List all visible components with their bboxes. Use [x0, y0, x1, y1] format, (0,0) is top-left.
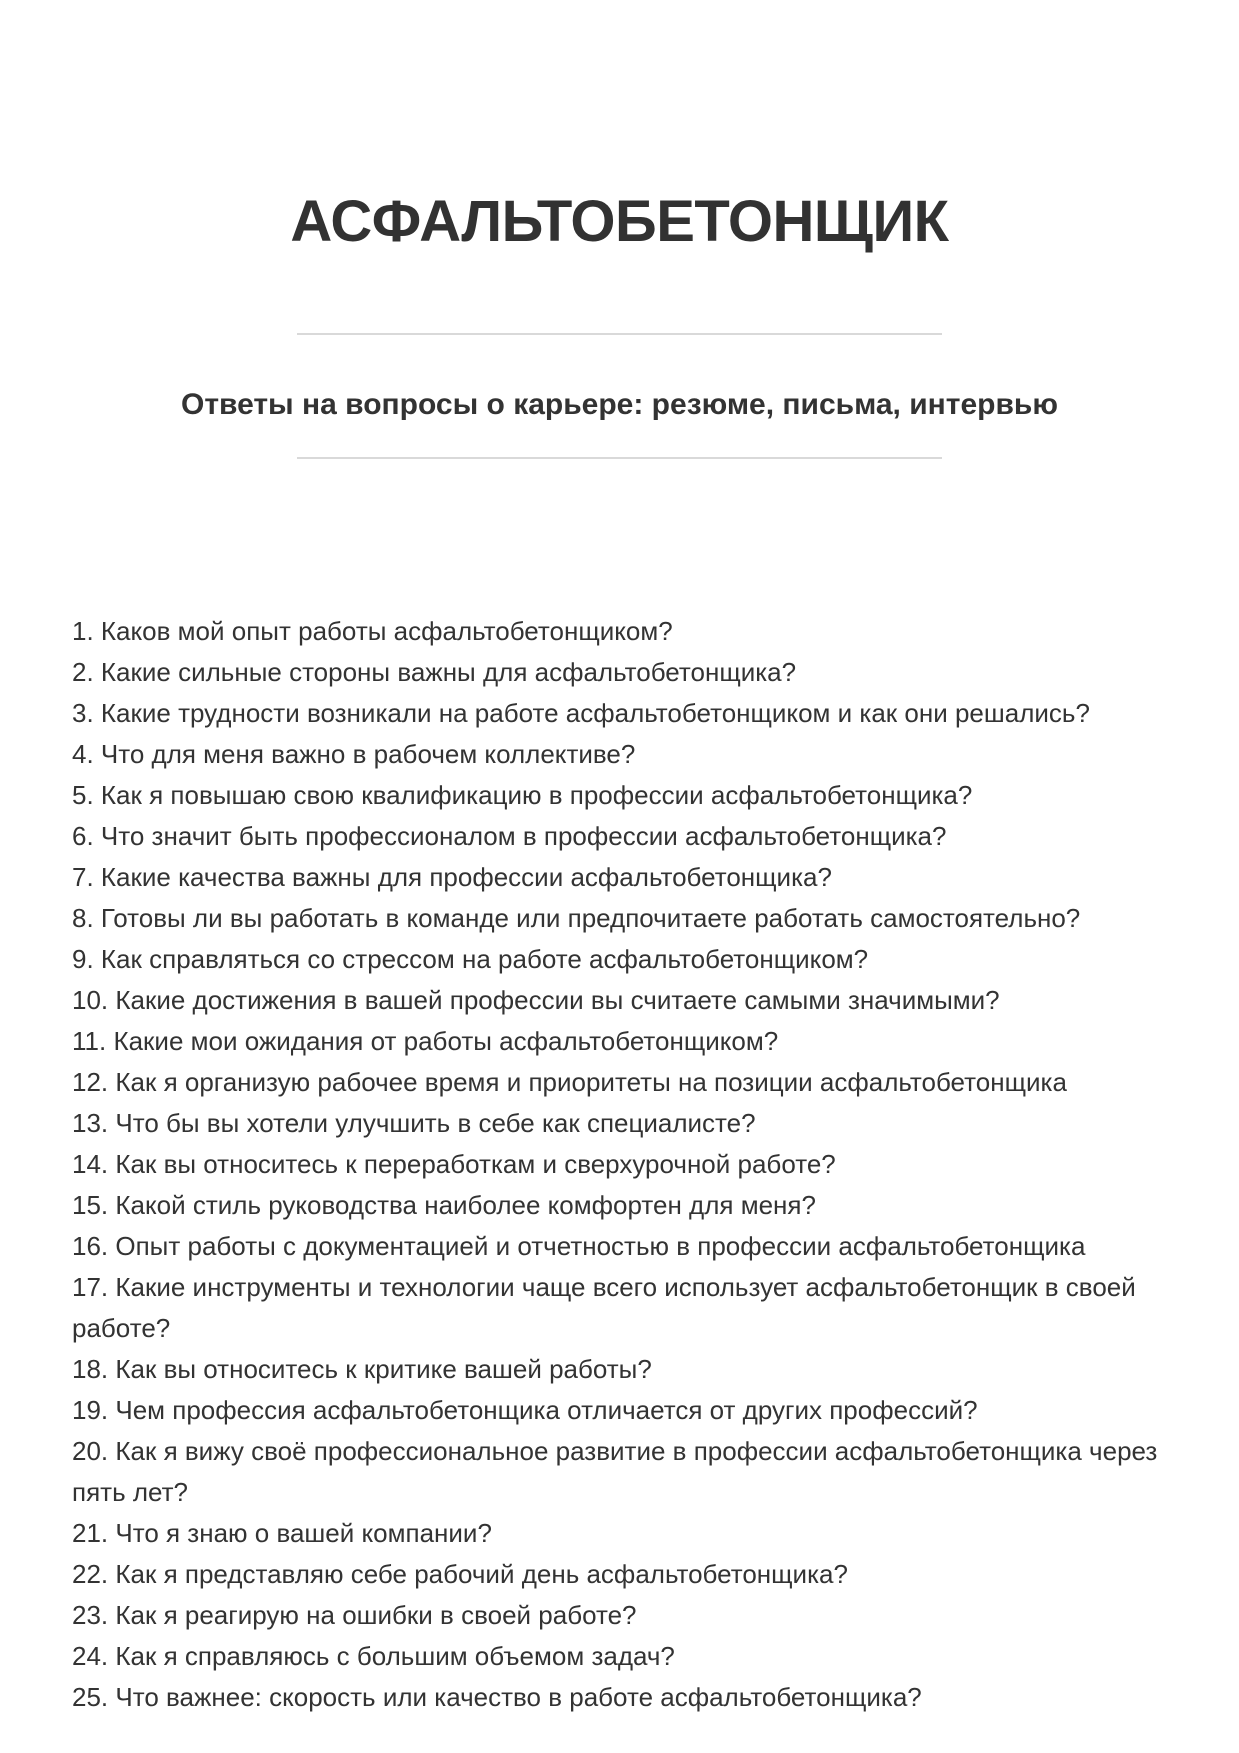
question-item: 8. Готовы ли вы работать в команде или предпочитаете работать самостоятельно?	[72, 903, 1081, 933]
question-list	[72, 611, 1168, 1718]
question-item: 7. Какие качества важны для профессии асфальтобетонщика?	[72, 862, 832, 892]
question-item: 19. Чем профессия асфальтобетонщика отличается от других профессий?	[72, 1395, 978, 1425]
question-item: 6. Что значит быть профессионалом в профессии асфальтобетонщика?	[72, 821, 947, 851]
question-item: 20. Как я вижу своё профессиональное развитие в профессии асфальтобетонщика через пять лет?	[72, 1436, 1158, 1507]
question-item: 15. Какой стиль руководства наиболее комфортен для меня?	[72, 1190, 816, 1220]
question-item: 25. Что важнее: скорость или качество в работе асфальтобетонщика?	[72, 1682, 922, 1712]
question-item: 22. Как я представляю себе рабочий день асфальтобетонщика?	[72, 1559, 848, 1589]
question-item: 16. Опыт работы с документацией и отчетностью в профессии асфальтобетонщика	[72, 1231, 1086, 1261]
question-item: 24. Как я справляюсь с большим объемом задач?	[72, 1641, 675, 1671]
question-item: 23. Как я реагирую на ошибки в своей работе?	[72, 1600, 637, 1630]
question-item: 3. Какие трудности возникали на работе асфальтобетонщиком и как они решались?	[72, 698, 1090, 728]
question-item: 1. Каков мой опыт работы асфальтобетонщиком?	[72, 616, 673, 646]
question-item: 2. Какие сильные стороны важны для асфальтобетонщика?	[72, 657, 797, 687]
question-item: 18. Как вы относитесь к критике вашей работы?	[72, 1354, 652, 1384]
question-item: 12. Как я организую рабочее время и приоритеты на позиции асфальтобетонщика	[72, 1067, 1067, 1097]
question-item: 13. Что бы вы хотели улучшить в себе как специалисте?	[72, 1108, 756, 1138]
question-item: 11. Какие мои ожидания от работы асфальтобетонщиком?	[72, 1026, 779, 1056]
question-item: 21. Что я знаю о вашей компании?	[72, 1518, 492, 1548]
top-divider	[297, 333, 942, 335]
question-item: 10. Какие достижения в вашей профессии вы считаете самыми значимыми?	[72, 985, 1000, 1015]
question-item: 4. Что для меня важно в рабочем коллективе?	[72, 739, 636, 769]
page-subtitle: Ответы на вопросы о карьере: резюме, письма, интервью	[181, 388, 1058, 421]
question-item: 9. Как справляться со стрессом на работе асфальтобетонщиком?	[72, 944, 869, 974]
question-item: 5. Как я повышаю свою квалификацию в профессии асфальтобетонщика?	[72, 780, 973, 810]
question-item: 17. Какие инструменты и технологии чаще всего использует асфальтобетонщик в своей работе?	[72, 1272, 1136, 1343]
question-item: 14. Как вы относитесь к переработкам и сверхурочной работе?	[72, 1149, 836, 1179]
page-title: АСФАЛЬТОБЕТОНЩИК	[290, 189, 949, 254]
bottom-divider	[297, 457, 942, 459]
